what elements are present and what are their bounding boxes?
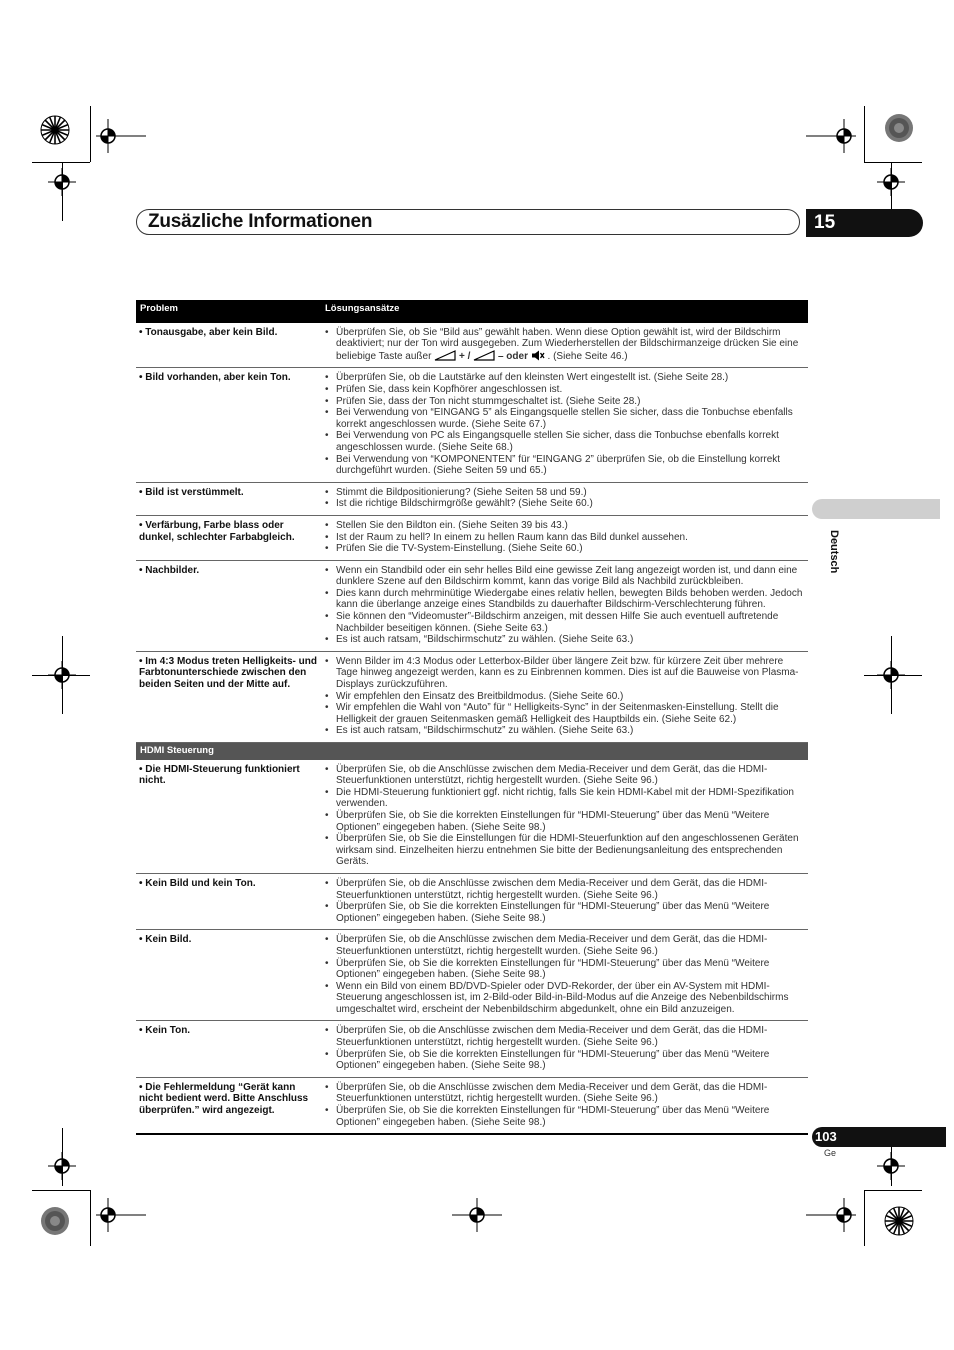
- problem-cell: • Tonausgabe, aber kein Bild.: [136, 323, 321, 368]
- solution-item: • Überprüfen Sie, ob Sie die korrekten Einstellungen für “HDMI-Steuerung” über das Menü “Weitere Optionen” eingegeben haben. (Siehe Seite 98.): [325, 901, 804, 924]
- solution-item: • Wenn ein Bild von einem BD/DVD-Spieler oder DVD-Rekorder, der über ein AV-System mit HDMI-Steuerung angeschlossen ist, im 2-Bild-oder Bild-in-Bild-Modus auf die Anzeige des Nebenbildschirms umgeschaltet wird, erscheint der Nebenbildschirm abgedunkelt, ohne ein Bild anzuzeigen.: [325, 981, 804, 1016]
- table-header-row: [136, 300, 808, 323]
- registration-crosshair-icon: [877, 661, 905, 689]
- page-number: 103: [815, 1129, 837, 1144]
- column-header-solution: Lösungsansätze: [321, 300, 808, 323]
- solution-item: • Wir empfehlen den Einsatz des Breitbildmodus. (Siehe Seite 60.): [325, 691, 804, 703]
- solution-item: • Die HDMI-Steuerung funktioniert ggf. nicht richtig, falls Sie kein HDMI-Kabel mit der HDMI-Spezifikation verwenden.: [325, 787, 804, 810]
- problem-cell: • Bild vorhanden, aber kein Ton.: [136, 368, 321, 482]
- volume-down-icon: [473, 350, 495, 361]
- mute-icon: [531, 350, 545, 361]
- table-row: [136, 873, 808, 929]
- solution-cell: [321, 515, 808, 560]
- chapter-number: 15: [814, 212, 836, 233]
- gray-target-icon: [40, 1206, 70, 1236]
- solution-item: • Wir empfehlen die Wahl von “Auto” für “ Helligkeits-Sync” in der Seitenmasken-Einstellung. Stellt die Helligkeit der grauen Seitenmasken gemäß Helligkeit des Hauptbilds ein. (Siehe Seite 62.): [325, 702, 804, 725]
- table-row: [136, 515, 808, 560]
- starburst-target-icon: [884, 1206, 914, 1236]
- solution-cell: [321, 873, 808, 929]
- table-row: [136, 760, 808, 874]
- solution-item: • Überprüfen Sie, ob Sie die korrekten Einstellungen für “HDMI-Steuerung” über das Menü “Weitere Optionen” eingegeben haben. (Siehe Seite 98.): [325, 1105, 804, 1128]
- table-row: [136, 560, 808, 651]
- solution-item: • Es ist auch ratsam, “Bildschirmschutz” zu wählen. (Siehe Seite 63.): [325, 725, 804, 737]
- table-row: [136, 482, 808, 515]
- registration-crosshair-icon: [48, 168, 76, 196]
- problem-cell: • Die Fehlermeldung “Gerät kann nicht bedient werd. Bitte Anschluss überprüfen.” wird angezeigt.: [136, 1077, 321, 1134]
- solution-item: • Sie können den “Videomuster”-Bildschirm anzeigen, mit dessen Hilfe Sie auch eventuell auftretende Nachbilder beseitigen können. (Siehe Seite 63.): [325, 611, 804, 634]
- section-title: HDMI Steuerung: [136, 743, 808, 760]
- problem-cell: • Kein Ton.: [136, 1021, 321, 1077]
- registration-crosshair-icon: [96, 119, 146, 153]
- solution-item: • Überprüfen Sie, ob die Lautstärke auf den kleinsten Wert eingestellt ist. (Siehe Seite 28.): [325, 372, 804, 384]
- starburst-target-icon: [40, 115, 70, 145]
- solution-item: • Bei Verwendung von “EINGANG 5” als Eingangsquelle stellen Sie sicher, dass die Tonbuchse ebenfalls korrekt angeschlossen wurde. (Siehe Seite 67.): [325, 407, 804, 430]
- solution-item: • Es ist auch ratsam, “Bildschirmschutz” zu wählen. (Siehe Seite 63.): [325, 634, 804, 646]
- solution-item: • Stellen Sie den Bildton ein. (Siehe Seiten 39 bis 43.): [325, 520, 804, 532]
- solution-item: • Überprüfen Sie, ob Sie die korrekten Einstellungen für “HDMI-Steuerung” über das Menü “Weitere Optionen” eingegeben haben. (Siehe Seite 98.): [325, 1049, 804, 1072]
- solution-item: • Wenn ein Standbild oder ein sehr helles Bild eine gewisse Zeit lang angezeigt worden ist, und dann eine dunklere Szene auf den Bildschirm kommt, kann das vorige Bild als Nachbild zurückbleiben.: [325, 565, 804, 588]
- problem-cell: • Kein Bild und kein Ton.: [136, 873, 321, 929]
- registration-crosshair-icon: [806, 1198, 856, 1232]
- language-label: Deutsch: [828, 530, 840, 574]
- solution-cell: [321, 1077, 808, 1134]
- gray-target-icon: [884, 113, 914, 143]
- solution-item: • Wenn Bilder im 4:3 Modus oder Letterbox-Bilder über längere Zeit bzw. für kürzere Zeit über mehrere Tage hinweg angezeigt werden, kann es zu Einbrennen kommen. Dies ist auf die Bauweise von Plasma-Displays zurückzuführen.: [325, 656, 804, 691]
- solution-item: • Überprüfen Sie, ob die Anschlüsse zwischen dem Media-Receiver und dem Gerät, das die HDMI-Steuerfunktionen unterstützt, richtig hergestellt wurden. (Siehe Seite 96.): [325, 878, 804, 901]
- column-header-problem: Problem: [136, 300, 321, 323]
- solution-cell: [321, 323, 808, 368]
- solution-item: • Ist die richtige Bildschirmgröße gewählt? (Siehe Seite 60.): [325, 498, 804, 510]
- volume-up-icon: [434, 350, 456, 361]
- solution-item: • Überprüfen Sie, ob die Anschlüsse zwischen dem Media-Receiver und dem Gerät, das die HDMI-Steuerfunktionen unterstützt, richtig hergestellt wurden. (Siehe Seite 96.): [325, 934, 804, 957]
- solution-cell: [321, 482, 808, 515]
- page-number-badge: [812, 1127, 946, 1147]
- registration-crosshair-icon: [96, 1198, 146, 1232]
- solution-cell: [321, 560, 808, 651]
- solution-cell: [321, 760, 808, 874]
- solution-cell: [321, 368, 808, 482]
- solution-item: • Überprüfen Sie, ob die Anschlüsse zwischen dem Media-Receiver und dem Gerät, das die HDMI-Steuerfunktionen unterstützt, richtig hergestellt wurden. (Siehe Seite 96.): [325, 1082, 804, 1105]
- registration-crosshair-icon: [806, 119, 856, 153]
- problem-cell: • Verfärbung, Farbe blass oder dunkel, schlechter Farbabgleich.: [136, 515, 321, 560]
- solution-item: • Überprüfen Sie, ob Sie die korrekten Einstellungen für “HDMI-Steuerung” über das Menü “Weitere Optionen” eingegeben haben. (Siehe Seite 98.): [325, 810, 804, 833]
- solution-item: • Überprüfen Sie, ob Sie “Bild aus” gewählt haben. Wenn diese Option gewählt ist, wird der Bildschirm deaktiviert; nur der Ton wird ausgegeben. Zum Wiederherstellen der Bildschirmanzeige drücken Sie eine beliebige Taste außer + / – oder . (Siehe Seite 46.): [325, 327, 804, 363]
- solution-item: • Stimmt die Bildpositionierung? (Siehe Seiten 58 und 59.): [325, 487, 804, 499]
- page-title: Zusäzliche Informationen: [148, 211, 373, 232]
- problem-cell: • Im 4:3 Modus treten Helligkeits- und Farbtonunterschiede zwischen den beiden Seiten und der Mitte auf.: [136, 651, 321, 742]
- problem-cell: • Kein Bild.: [136, 930, 321, 1021]
- solution-item: • Bei Verwendung von PC als Eingangsquelle stellen Sie sicher, dass die Tonbuchse ebenfalls korrekt angeschlossen wurde. (Siehe Seite 68.): [325, 430, 804, 453]
- language-side-tab: [812, 499, 940, 519]
- page-language-code: Ge: [824, 1148, 837, 1158]
- solution-item: • Prüfen Sie die TV-System-Einstellung. (Siehe Seite 60.): [325, 543, 804, 555]
- solution-cell: [321, 930, 808, 1021]
- solution-item: • Prüfen Sie, dass kein Kopfhörer angeschlossen ist.: [325, 384, 804, 396]
- table-row: [136, 651, 808, 742]
- registration-crosshair-icon: [48, 1152, 76, 1180]
- registration-crosshair-icon: [452, 1198, 502, 1232]
- solution-cell: [321, 1021, 808, 1077]
- solution-item: • Überprüfen Sie, ob Sie die korrekten Einstellungen für “HDMI-Steuerung” über das Menü “Weitere Optionen” eingegeben haben. (Siehe Seite 98.): [325, 958, 804, 981]
- table-row: [136, 323, 808, 368]
- solution-item: • Überprüfen Sie, ob die Anschlüsse zwischen dem Media-Receiver und dem Gerät, das die HDMI-Steuerfunktionen unterstützt, richtig hergestellt wurden. (Siehe Seite 96.): [325, 1025, 804, 1048]
- problem-cell: • Nachbilder.: [136, 560, 321, 651]
- table-row: [136, 1077, 808, 1134]
- solution-item: • Überprüfen Sie, ob die Anschlüsse zwischen dem Media-Receiver und dem Gerät, das die HDMI-Steuerfunktionen unterstützt, richtig hergestellt wurden. (Siehe Seite 96.): [325, 764, 804, 787]
- table-row: [136, 930, 808, 1021]
- solution-item: • Prüfen Sie, dass der Ton nicht stummgeschaltet ist. (Siehe Seite 28.): [325, 396, 804, 408]
- registration-crosshair-icon: [877, 168, 905, 196]
- solution-item: • Überprüfen Sie, ob Sie die Einstellungen für die HDMI-Steuerfunktion auf den angeschlossenen Geräten wirksam sind. Einzelheiten hierzu entnehmen Sie bitte der Bedienungsanleitung des entsprechenden Geräts.: [325, 833, 804, 868]
- problem-cell: • Bild ist verstümmelt.: [136, 482, 321, 515]
- table-row: [136, 1021, 808, 1077]
- registration-crosshair-icon: [48, 661, 76, 689]
- solution-item: • Ist der Raum zu hell? In einem zu hellen Raum kann das Bild dunkel aussehen.: [325, 532, 804, 544]
- section-header-row: [136, 743, 808, 760]
- chapter-number-badge: [806, 209, 923, 237]
- registration-crosshair-icon: [877, 1152, 905, 1180]
- solution-item: • Dies kann durch mehrminütige Wiedergabe eines relativ hellen, bewegten Bilds behoben werden. Jedoch kann die überlange anzeige eines Standbilds zu dauerhafter Bildschirm-Verschlechterung führen.: [325, 588, 804, 611]
- problem-cell: • Die HDMI-Steuerung funktioniert nicht.: [136, 760, 321, 874]
- table-row: [136, 368, 808, 482]
- solution-cell: [321, 651, 808, 742]
- solution-item: • Bei Verwendung von “KOMPONENTEN” für “EINGANG 2” überprüfen Sie, ob die Einstellung korrekt durchgeführt wurden. (Siehe Seiten 59 und 65.): [325, 454, 804, 477]
- troubleshooting-table: [136, 300, 808, 1135]
